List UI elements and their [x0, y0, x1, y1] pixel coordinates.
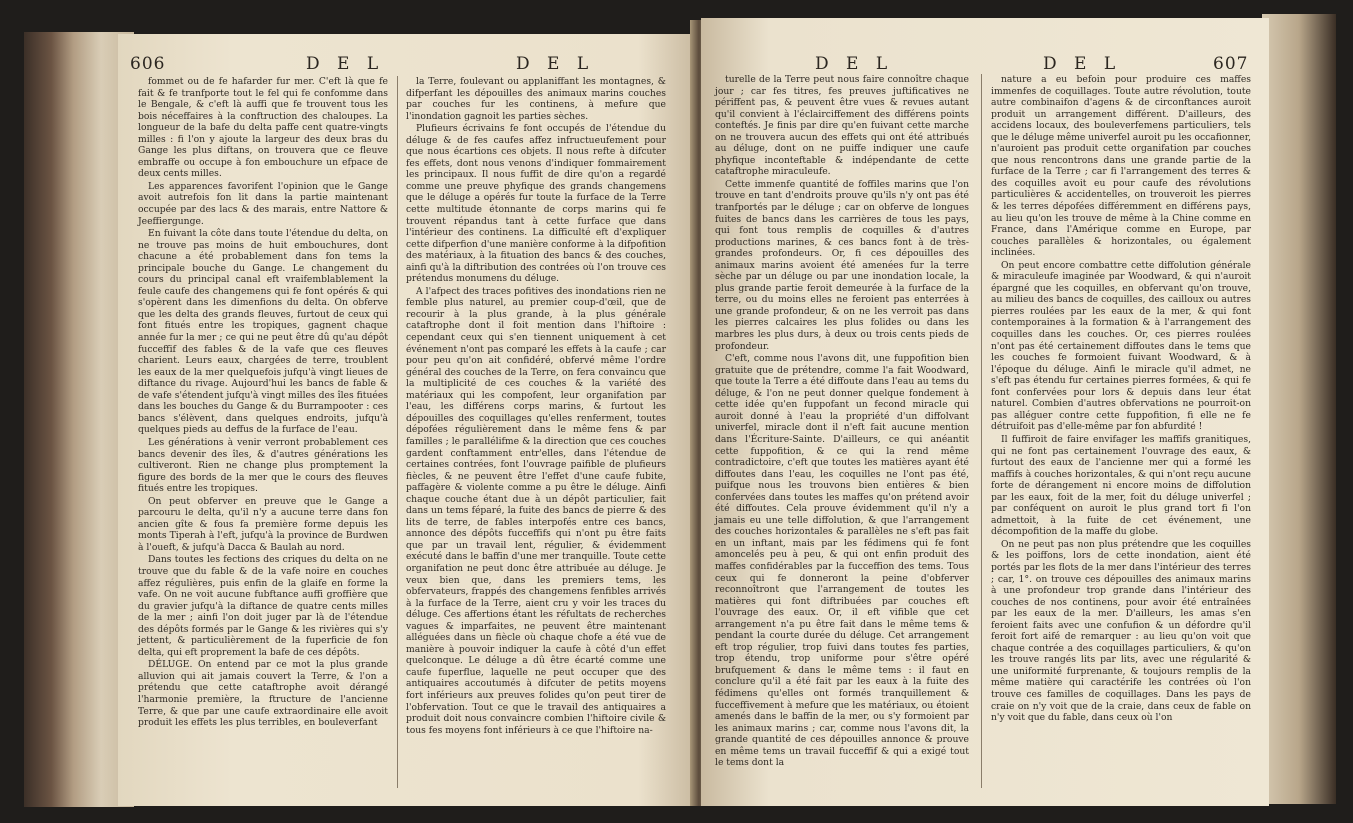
paragraph: En fuivant la côte dans toute l'étendue du delta, on ne trouve pas moins de huit embouchures, dont chacune a été probablement dans fon tems la principale bouche du Gange. Le changement du cours du principal canal eft vraifemblablement la feule caufe des changemens qui fe font opérés & qui s'opèrent dans les dimenfions du delta. On obferve que les delta des grands fleuves, furtout de ceux qui font fitués entre les tropiques, gagnent chaque année fur la mer ; ce qui ne peut être dû qu'au dépôt fucceffif des fables & de la vafe que ces fleuves charient. Leurs eaux, chargées de terre, troublent les eaux de la mer quelquefois jufqu'à vingt lieues de diftance du rivage. Aujourd'hui les bancs de fable & de vafe s'étendent jufqu'à vingt milles des îles fituées dans les bouches du Gange & du Burrampooter : ces bancs s'élèvent, dans quelques endroits, jufqu'à quelques pieds au deffus de la furface de l'eau.	[138, 228, 388, 436]
paragraph: On peut obferver en preuve que le Gange a parcouru le delta, qu'il n'y a aucune terre dans fon ancien gîte & fous fa première forme depuis les monts Tiperah à l'eft, jufqu'à la province de Burdwen à l'oueft, & jufqu'à Dacca & Baulah au nord.	[138, 495, 388, 553]
paragraph: Cette immenfe quantité de foffiles marins que l'on trouve en tant d'endroits prouve qu'ils n'y ont pas été tranfportés par le déluge ; car on obferve de longues fuites de bancs dans les carrières de tous les pays, qui font tous remplis de coquilles & d'autres productions marines, & ces bancs font à de très-grandes profondeurs. Or, fi ces dépouilles des animaux marins avoient été amenées fur la terre sèche par un déluge ou par une inondation locale, la plus grande partie feroit demeurée à la furface de la terre, ou du moins elles ne feroient pas enterrées à une grande profondeur, & on ne les verroit pas dans les pierres calcaires les plus folides ou dans les marbres les plus durs, à deux ou trois cents pieds de profondeur.	[715, 178, 969, 352]
paragraph: turelle de la Terre peut nous faire connoître chaque jour ; car fes titres, fes preuves juftificatives ne périffent pas, & peuvent être vues & revues autant qu'il convient à l'éclairciffement des différens points conteftés. Je finis par dire qu'en fuivant cette marche on ne trouvera aucun des effets qui ont été attribués au déluge, dont on ne puiffe indiquer une caufe phyfique inconteftable & indépendante de cette cataftrophe miraculeufe.	[715, 74, 969, 178]
paragraph: nature a eu befoin pour produire ces maffes immenfes de coquillages. Toute autre révolution, toute autre combinaifon d'agens & de circonftances auroit produit un arrangement différent. D'ailleurs, des accidens locaux, des bouleverfemens particuliers, tels que le déluge même univerfel auroit pu les occafionner, n'auroient pas produit cette organifation par couches que nous rencontrons dans une grande partie de la furface de la Terre ; car fi l'arrangement des terres & des coquilles avoit eu pour caufe des révolutions particulières & accidentelles, on trouveroit les pierres & les terres dépofées différemment en différens pays, au lieu qu'on les trouve de même à la Chine comme en France, dans l'Amérique comme en Europe, par couches parallèles & horizontales, ou également inclinées.	[991, 74, 1251, 259]
paragraph: Les générations à venir verront probablement ces bancs devenir des îles, & d'autres générations les cultiveront. Rien ne change plus promptement la figure des bords de la mer que le cours des fleuves fitués entre les tropiques.	[138, 436, 388, 495]
left-column-2	[406, 76, 666, 736]
left-column-1	[138, 76, 388, 729]
left-running-head-1: D E L	[306, 54, 385, 74]
right-page-number: 607	[1213, 54, 1249, 74]
paragraph: C'eft, comme nous l'avons dit, une fuppofition bien gratuite que de prétendre, comme l'a fait Woodward, que toute la Terre a été diffoute dans l'eau au tems du déluge, & l'on ne peut donner quelque fondement à cette idée qu'en fuppofant un fecond miracle qui auroit donné à l'eau la propriété d'un diffolvant univerfel, miracle dont il n'eft fait aucune mention dans l'Écriture-Sainte. D'ailleurs, ce qui anéantit cette fuppofition, & ce qui la rend même contradictoire, c'eft que toutes les matières ayant été diffoutes dans l'eau, les coquilles ne l'ont pas été, puifque nous les trouvons bien entières & bien confervées dans toutes les maffes qu'on prétend avoir été diffoutes. Cela prouve évidemment qu'il n'y a jamais eu une telle diffolution, & que l'arrangement des couches horizontales & parallèles ne s'eft pas fait en un inftant, mais par les fédimens qui fe font amoncelés peu à peu, & qui ont enfin produit des maffes confidérables par la fucceffion des tems. Tous ceux qui fe donneront la peine d'obferver reconnoîtront que l'arrangement de toutes les matières qui font diftribuées par couches eft l'ouvrage des eaux. Or, il eft vifible que cet arrangement n'a pu être fait dans le même tems & pendant la courte durée du déluge. Cet arrangement eft trop régulier, trop fuivi dans toutes fes parties, trop étendu, trop uniforme pour s'être opéré brufquement & dans le même tems : il faut en conclure qu'il a été fait par les eaux à la fuite des fédimens qu'elles ont formés tranquillement & fucceffivement à mefure que les matériaux, ou étoient amenés dans le baffin de la mer, ou s'y formoient par les animaux marins ; car, comme nous l'avons dit, la grande quantité de ces dépouilles annonce & prouve en même tems un travail fucceffif & qui a exigé tout le tems dont la	[715, 353, 969, 769]
paragraph: A l'afpect des traces pofitives des inondations rien ne femble plus naturel, au premier coup-d'œil, que de recourir à la plus grande, à la plus générale cataftrophe dont il foit mention dans l'hiftoire : cependant ceux qui s'en tiennent uniquement à cet événement n'ont pas comparé les effets à la caufe ; car pour peu qu'on ait confidéré, obfervé même l'ordre général des couches de la Terre, on fera convaincu que la multiplicité de ces couches & la variété des matériaux qui les compofent, leur organifation par l'eau, les différens corps marins, & furtout les dépouilles des coquillages qu'elles renferment, toutes dépofées régulièrement dans le même fens & par familles ; le parallélifme & la direction que ces couches gardent conftamment entr'elles, dans l'étendue de certaines contrées, font l'ouvrage paifible de plufieurs fiècles, & ne peuvent être l'effet d'une caufe fubite, paffagère & violente comme a pu être le déluge. Ainfi chaque couche étant due à un dépôt particulier, fait dans un tems féparé, la fuite des bancs de pierre & des lits de terre, de fables interpofés entre ces bancs, annonce des dépôts fucceffifs qui n'ont pu être faits que par un travail lent, régulier, & évidemment exécuté dans le baffin d'une mer tranquille. Toute cette organifation ne peut donc être attribuée au déluge. Je veux bien que, dans les premiers tems, les obfervateurs, frappés des changemens fenfibles arrivés à la furface de la Terre, aient cru y voir les traces du déluge. Ces affertions étant les réfultats de recherches vagues & imparfaites, ne peuvent être maintenant alléguées dans un fiècle où chaque chofe a été vue de manière à pouvoir indiquer la caufe à côté d'un effet quelconque. Le déluge a dû être écarté comme une caufe fuperflue, laquelle ne peut occuper que des antiquaires accoutumés à difcuter de petits moyens fort inférieurs aux preuves folides qu'on peut tirer de l'obfervation. Tout ce que le travail des antiquaires a produit doit nous convaincre combien l'hiftoire civile & tous fes moyens font inférieurs à ce que l'hiftoire na-	[406, 285, 666, 736]
paragraph: Dans toutes les fections des criques du delta on ne trouve que du fable & de la vafe noire en couches affez régulières, puis enfin de la glaife en forme la vafe. On ne voit aucune fubftance auffi groffière que du gravier jufqu'à la diftance de quatre cents milles de la mer ; ainfi l'on doit juger par là de l'étendue des dépôts formés par le Gange & les rivières qui s'y jettent, & particulièrement de la fuperficie de fon delta, qui eft proprement la bafe de ces dépôts.	[138, 554, 388, 658]
right-page-header	[701, 32, 1269, 74]
paragraph: On peut encore combattre cette diffolution générale & miraculeufe imaginée par Woodward, & qui n'auroit épargné que les coquilles, en obfervant qu'on trouve, au milieu des bancs de coquilles, des cailloux ou autres pierres roulées par les eaux de la mer, & qui font contemporaines à la formation & à l'arrangement des coquilles dans les couches. Or, ces pierres roulées n'ont pas été certainement diffoutes dans le tems que les couches fe formoient fuivant Woodward, & à l'époque du déluge. Ainfi le miracle qu'il admet, ne s'eft pas étendu fur certaines pierres formées, & qui fe font confervées pour lors & depuis dans leur état naturel. Combien d'autres obfervations ne pourroit-on pas alléguer contre cette fuppofition, fi elle ne fe détruifoit pas d'elle-même par fon abfurdité !	[991, 259, 1251, 433]
column-divider	[981, 74, 982, 788]
right-running-head-2: D E L	[1043, 54, 1122, 74]
paragraph: la Terre, foulevant ou applaniffant les montagnes, & difperfant les dépouilles des animaux marins couches par couches fur les continens, à mefure que l'inondation gagnoit les parties sèches.	[406, 76, 666, 122]
left-running-head-2: D E L	[516, 54, 595, 74]
paragraph: DÉLUGE. On entend par ce mot la plus grande alluvion qui ait jamais couvert la Terre, & l'on a prétendu que cette cataftrophe avoit dérangé l'harmonie première, la ftructure de l'ancienne Terre, & que par une caufe extraordinaire elle avoit produit les effets les plus terribles, en bouleverfant	[138, 659, 388, 729]
paragraph: On ne peut pas non plus prétendre que les coquilles & les poiffons, lors de cette inondation, aient été portés par les flots de la mer dans l'intérieur des terres ; car, 1°. on trouve ces dépouilles des animaux marins à une profondeur trop grande dans l'intérieur des couches de nos continens, pour avoir été entraînées par les eaux de la mer. D'ailleurs, les amas s'en feroient faits avec une confufion & un défordre qu'il feroit fort aifé de remarquer : au lieu qu'on voit que chaque contrée a des coquillages particuliers, & qu'on les trouve rangés lits par lits, avec une régularité & une uniformité furprenante, & toujours remplis de la même matière qui caractérife les contrées où l'on trouve ces familles de coquillages. Dans les pays de craie on n'y voit que de la craie, dans ceux de fable on n'y voit que du fable, dans ceux où l'on	[991, 538, 1251, 724]
paragraph: Il fuffiroit de faire envifager les maffifs granitiques, qui ne font pas certainement l'ouvrage des eaux, & furtout des eaux de l'ancienne mer qui a formé les maffifs à couches horizontales, & qui n'ont reçu aucune forte de dérangement ni encore moins de diffolution par les eaux, foit de la mer, foit du déluge univerfel ; par conféquent on auroit le plus grand tort fi l'on admettoit, à la fuite de cet événement, une décompofition de la maffe du globe.	[991, 433, 1251, 538]
paragraph: fommet ou de fe hafarder fur mer. C'eft là que fe fait & fe tranfporte tout le fel qui fe confomme dans le Bengale, & c'eft là auffi que fe trouvent tous les bois néceffaires à la conftruction des chaloupes. La longueur de la bafe du delta paffe cent quatre-vingts milles : fi l'on y ajoute la largeur des deux bras du Gange les plus diftans, on trouvera que ce fleuve embraffe ou occupe à fon embouchure un efpace de deux cents milles.	[138, 76, 388, 180]
right-column-2	[991, 74, 1251, 724]
paragraph: Plufieurs écrivains fe font occupés de l'étendue du déluge & de fes caufes affez infructueufement pour que nous écartions ces objets. Il nous refte à difcuter fes effets, dont nous venons d'indiquer fommairement les principaux. Il nous fuffit de dire qu'on a regardé comme une preuve phyfique des grands changemens que le déluge a opérés fur toute la furface de la Terre cette multitude étonnante de corps marins qui fe trouvent répandus tant à cette furface que dans l'intérieur des continens. La difficulté eft d'expliquer cette difperfion d'une manière conforme à la difpofition des matériaux, à la fituation des bancs & des couches, ainfi qu'à la diftribution des contrées où l'on trouve ces prétendus monumens du déluge.	[406, 123, 666, 285]
right-page	[701, 18, 1269, 806]
left-page-number: 606	[130, 54, 166, 74]
right-page-edges	[1262, 14, 1336, 804]
left-page	[118, 34, 696, 806]
paragraph: Les apparences favorifent l'opinion que le Gange avoit autrefois fon lit dans la partie maintenant occupée par des lacs & des marais, entre Nattore & Jeeffiergunge.	[138, 180, 388, 227]
left-page-header	[118, 48, 696, 72]
column-divider	[397, 76, 398, 788]
right-column-1	[715, 74, 969, 769]
right-running-head-1: D E L	[815, 54, 894, 74]
